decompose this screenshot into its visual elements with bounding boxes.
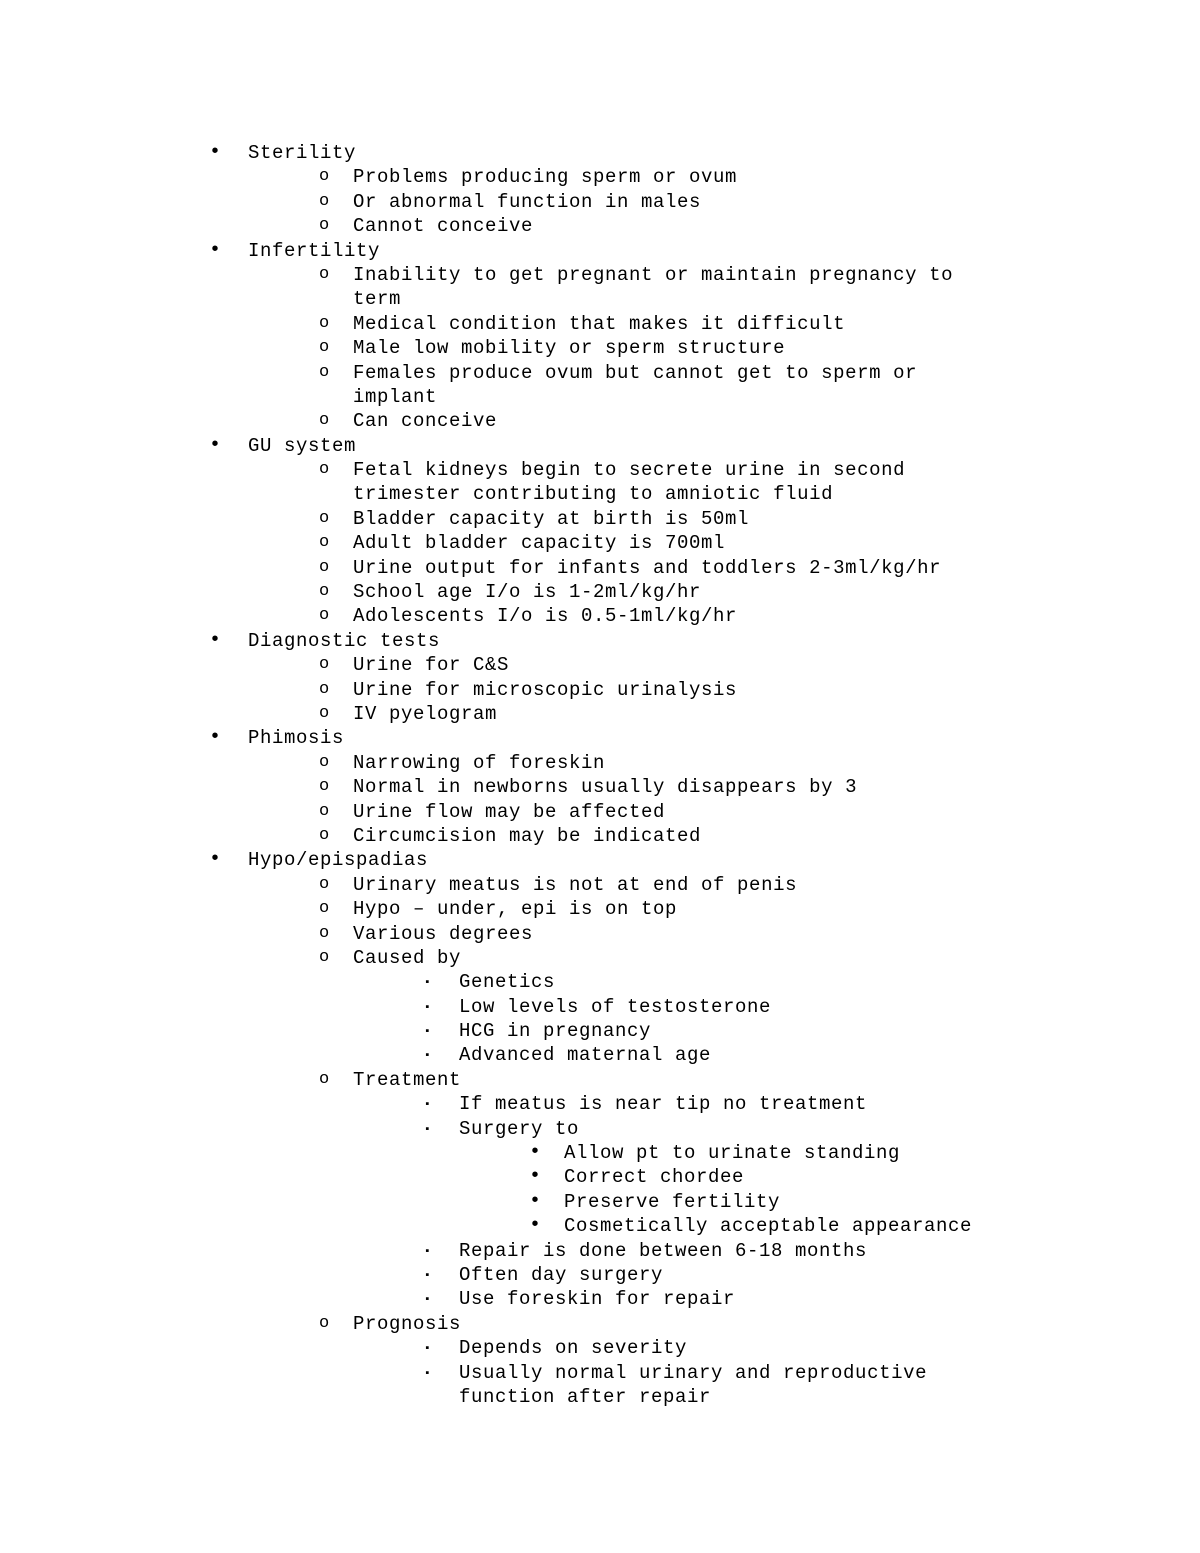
outline-text: Or abnormal function in males [353, 190, 702, 213]
square-bullet-icon: ▪ [424, 1050, 431, 1063]
outline-text: Caused by [353, 946, 462, 969]
bullet-icon: • [209, 848, 222, 872]
outline-line-level-4 [0, 1141, 1200, 1165]
outline-line-level-2 [0, 824, 1200, 848]
circle-bullet-icon: o [319, 362, 330, 382]
outline-text: function after repair [459, 1385, 712, 1408]
outline-line-level-2 [0, 385, 1200, 409]
outline-text: term [353, 288, 402, 311]
outline-line-level-1 [0, 848, 1200, 872]
outline-line-level-1 [0, 629, 1200, 653]
outline-line-level-2 [0, 702, 1200, 726]
outline-line-level-2 [0, 580, 1200, 604]
circle-bullet-icon: o [319, 411, 330, 431]
square-bullet-icon: ▪ [424, 1026, 431, 1039]
outline-line-level-2 [0, 751, 1200, 775]
outline-text: Depends on severity [459, 1337, 688, 1360]
outline-line-level-2 [0, 775, 1200, 799]
outline-text: GU system [248, 434, 357, 457]
circle-bullet-icon: o [319, 460, 330, 480]
outline-line-level-2 [0, 604, 1200, 628]
outline-text: Urine for C&S [353, 654, 510, 677]
circle-bullet-icon: o [319, 801, 330, 821]
outline-text: Phimosis [248, 727, 345, 750]
outline-text: Various degrees [353, 922, 534, 945]
outline-line-level-3 [0, 1336, 1200, 1360]
circle-bullet-icon: o [319, 947, 330, 967]
circle-bullet-icon: o [319, 167, 330, 187]
outline-line-level-2 [0, 1312, 1200, 1336]
outline-text: Use foreskin for repair [459, 1288, 736, 1311]
document-page [0, 141, 1200, 1409]
circle-bullet-icon: o [319, 679, 330, 699]
outline-line-level-2 [0, 409, 1200, 433]
square-bullet-icon: ▪ [424, 1001, 431, 1014]
outline-text: Treatment [353, 1068, 462, 1091]
outline-text: Prognosis [353, 1312, 462, 1335]
square-bullet-icon: ▪ [424, 1343, 431, 1356]
outline-line-level-4 [0, 1165, 1200, 1189]
outline-text: Allow pt to urinate standing [564, 1142, 901, 1165]
outline-line-level-2 [0, 263, 1200, 287]
outline-line-level-2 [0, 287, 1200, 311]
outline-text: Male low mobility or sperm structure [353, 337, 786, 360]
square-bullet-icon: ▪ [424, 1245, 431, 1258]
outline-text: Hypo – under, epi is on top [353, 898, 678, 921]
outline-text: Urine for microscopic urinalysis [353, 678, 738, 701]
outline-line-level-2 [0, 214, 1200, 238]
outline-line-level-2 [0, 1068, 1200, 1092]
bullet-icon: • [209, 141, 222, 164]
circle-bullet-icon: o [319, 582, 330, 602]
outline-text: Fetal kidneys begin to secrete urine in second [353, 459, 906, 482]
outline-line-level-3 [0, 1239, 1200, 1263]
bullet-icon: • [529, 1189, 542, 1213]
bullet-icon: • [529, 1141, 542, 1165]
circle-bullet-icon: o [319, 825, 330, 845]
outline-text: implant [353, 385, 438, 408]
circle-bullet-icon: o [319, 557, 330, 577]
outline-line-level-3 [0, 1117, 1200, 1141]
outline-line-level-3 [0, 1263, 1200, 1287]
outline-line-level-2 [0, 873, 1200, 897]
outline-line-level-2 [0, 922, 1200, 946]
outline-text: Usually normal urinary and reproductive [459, 1361, 928, 1384]
outline-line-level-3 [0, 1287, 1200, 1311]
outline-text: Advanced maternal age [459, 1044, 712, 1067]
bullet-icon: • [209, 726, 222, 750]
outline-text: Urine flow may be affected [353, 800, 666, 823]
square-bullet-icon: ▪ [424, 1123, 431, 1136]
outline-text: Urinary meatus is not at end of penis [353, 873, 798, 896]
outline-line-level-2 [0, 165, 1200, 189]
outline-text: School age I/o is 1-2ml/kg/hr [353, 581, 702, 604]
square-bullet-icon: ▪ [424, 977, 431, 990]
outline-text: Inability to get pregnant or maintain pregnancy to [353, 263, 954, 286]
outline-text: Females produce ovum but cannot get to sperm or [353, 361, 918, 384]
outline-text: HCG in pregnancy [459, 1020, 652, 1043]
circle-bullet-icon: o [319, 533, 330, 553]
outline-line-level-1 [0, 239, 1200, 263]
outline-text: Surgery to [459, 1117, 580, 1140]
outline-text: Cannot conceive [353, 215, 534, 238]
outline-text: Medical condition that makes it difficult [353, 312, 846, 335]
outline-text: Urine output for infants and toddlers 2-3ml/kg/hr [353, 556, 942, 579]
bullet-icon: • [529, 1165, 542, 1189]
outline-line-level-2 [0, 312, 1200, 336]
circle-bullet-icon: o [319, 923, 330, 943]
outline-line-level-2 [0, 653, 1200, 677]
outline-text: trimester contributing to amniotic fluid [353, 483, 834, 506]
outline-line-level-4 [0, 1190, 1200, 1214]
outline-line-level-2 [0, 800, 1200, 824]
square-bullet-icon: ▪ [424, 1294, 431, 1307]
outline-text: Genetics [459, 971, 556, 994]
outline-line-level-2 [0, 531, 1200, 555]
outline-text: Infertility [248, 239, 381, 262]
circle-bullet-icon: o [319, 874, 330, 894]
circle-bullet-icon: o [319, 313, 330, 333]
circle-bullet-icon: o [319, 508, 330, 528]
outline-line-level-2 [0, 458, 1200, 482]
circle-bullet-icon: o [319, 338, 330, 358]
bullet-icon: • [209, 628, 222, 652]
square-bullet-icon: ▪ [424, 1269, 431, 1282]
outline-text: Repair is done between 6-18 months [459, 1239, 868, 1262]
outline-line-level-2 [0, 556, 1200, 580]
outline-line-level-1 [0, 726, 1200, 750]
outline-line-level-2 [0, 190, 1200, 214]
circle-bullet-icon: o [319, 1069, 330, 1089]
outline-text: Narrowing of foreskin [353, 751, 606, 774]
circle-bullet-icon: o [319, 899, 330, 919]
square-bullet-icon: ▪ [424, 1099, 431, 1112]
outline-text: Diagnostic tests [248, 629, 441, 652]
outline-text: Hypo/epispadias [248, 849, 429, 872]
outline-text: Normal in newborns usually disappears by 3 [353, 776, 858, 799]
outline-line-level-3 [0, 1092, 1200, 1116]
outline-line-level-3 [0, 1361, 1200, 1385]
outline-line-level-2 [0, 946, 1200, 970]
outline-line-level-2 [0, 897, 1200, 921]
outline-line-level-2 [0, 361, 1200, 385]
outline-line-level-3 [0, 1385, 1200, 1409]
outline-text: Correct chordee [564, 1166, 745, 1189]
circle-bullet-icon: o [319, 606, 330, 626]
outline-line-level-1 [0, 141, 1200, 165]
outline-text: If meatus is near tip no treatment [459, 1093, 868, 1116]
outline-line-level-3 [0, 1043, 1200, 1067]
outline-text: Can conceive [353, 410, 498, 433]
outline-line-level-3 [0, 995, 1200, 1019]
outline-line-level-2 [0, 507, 1200, 531]
outline-text: Often day surgery [459, 1263, 664, 1286]
outline-line-level-2 [0, 336, 1200, 360]
bullet-icon: • [209, 238, 222, 262]
circle-bullet-icon: o [319, 191, 330, 211]
bullet-icon: • [529, 1214, 542, 1238]
outline-text: Adult bladder capacity is 700ml [353, 532, 726, 555]
outline-text: IV pyelogram [353, 702, 498, 725]
circle-bullet-icon: o [319, 264, 330, 284]
outline-line-level-1 [0, 434, 1200, 458]
outline-line-level-2 [0, 678, 1200, 702]
outline-text: Low levels of testosterone [459, 995, 772, 1018]
circle-bullet-icon: o [319, 1313, 330, 1333]
circle-bullet-icon: o [319, 655, 330, 675]
circle-bullet-icon: o [319, 777, 330, 797]
outline-line-level-3 [0, 1019, 1200, 1043]
outline-text: Preserve fertility [564, 1190, 781, 1213]
outline-line-level-3 [0, 970, 1200, 994]
circle-bullet-icon: o [319, 703, 330, 723]
outline-text: Cosmetically acceptable appearance [564, 1215, 973, 1238]
outline-text: Circumcision may be indicated [353, 824, 702, 847]
circle-bullet-icon: o [319, 752, 330, 772]
circle-bullet-icon: o [319, 216, 330, 236]
outline-text: Problems producing sperm or ovum [353, 166, 738, 189]
bullet-icon: • [209, 433, 222, 457]
outline-text: Bladder capacity at birth is 50ml [353, 507, 750, 530]
outline-line-level-2 [0, 482, 1200, 506]
outline-line-level-4 [0, 1214, 1200, 1238]
square-bullet-icon: ▪ [424, 1367, 431, 1380]
outline-text: Adolescents I/o is 0.5-1ml/kg/hr [353, 605, 738, 628]
outline-text: Sterility [248, 142, 357, 164]
